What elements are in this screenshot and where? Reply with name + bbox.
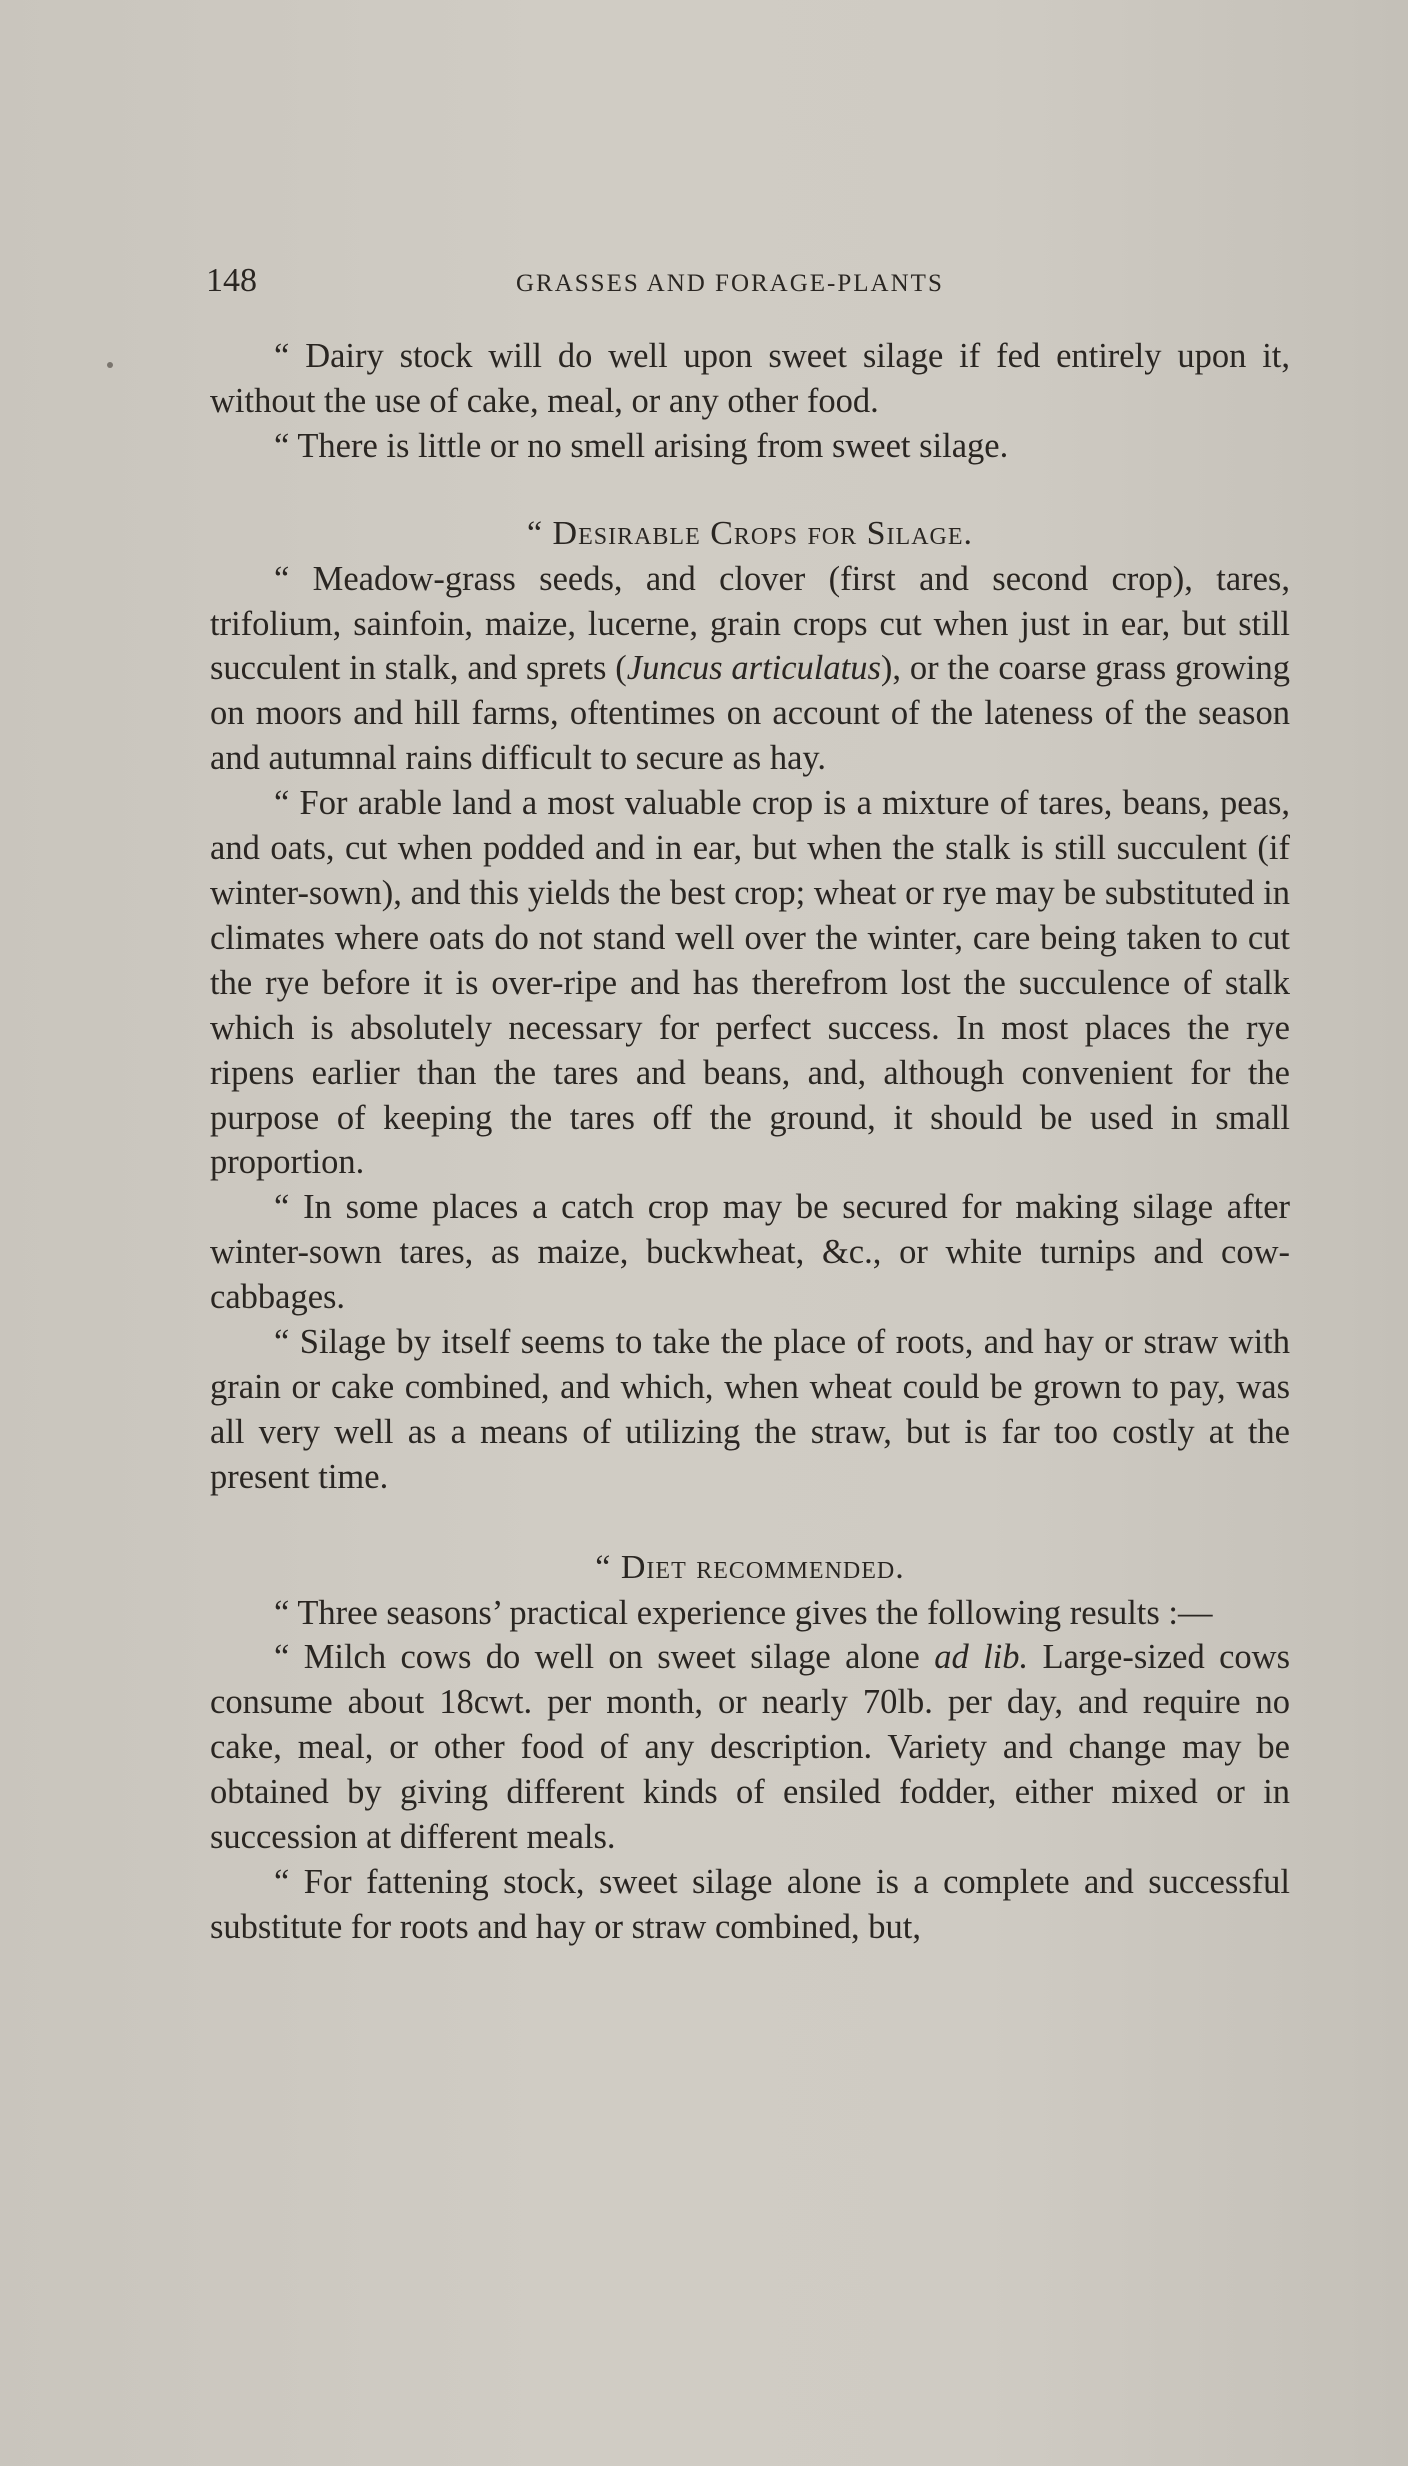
body-text xyxy=(210,334,1290,1950)
margin-speck xyxy=(107,362,113,368)
paragraph: “ For fattening stock, sweet silage alone is a complete and successful substitute for roots and hay or straw combined, but, xyxy=(210,1863,1290,1946)
page-number: 148 xyxy=(206,262,257,299)
section-heading: “ Diet recommended. xyxy=(595,1548,905,1586)
section-heading: “ Desirable Crops for Silage. xyxy=(526,514,974,552)
paragraph: “ There is little or no smell arising from sweet silage. xyxy=(274,426,1009,465)
page-header xyxy=(206,262,1288,308)
paragraph: “ In some places a catch crop may be secured for making silage after winter-sown tares, as maize, buckwheat, &c., or white turnips and cow-cabbages. xyxy=(210,1188,1290,1317)
paragraph: “ Meadow-grass seeds, and clover (first and second crop), tares, trifolium, sainfoin, maize, lucerne, grain crops cut when just in ear, but still succulent in stalk, and sprets (Juncus articulatus), or the coarse grass growing on moors and hill farms, oftentimes on account of the lateness of the season and autumnal rains difficult to secure as hay. xyxy=(210,559,1290,778)
paragraph: “ For arable land a most valuable crop is a mixture of tares, beans, peas, and oats, cut when podded and in ear, but when the stalk is still succulent (if winter-sown), and this yields the best crop; wheat or rye may be substituted in climates where oats do not stand well over the winter, care being taken to cut the rye before it is over-ripe and has therefrom lost the succulence of stalk which is absolutely necessary for perfect success. In most places the rye ripens earlier than the tares and beans, and, although convenient for the purpose of keeping the tares off the ground, it should be used in small proportion. xyxy=(210,784,1290,1182)
paragraph: “ Milch cows do well on sweet silage alone ad lib. Large-sized cows consume about 18cwt. per month, or nearly 70lb. per day, and require no cake, meal, or other food of any description. Variety and change may be obtained by giving different kinds of ensiled fodder, either mixed or in succession at different meals. xyxy=(210,1638,1290,1857)
paragraph: “ Silage by itself seems to take the place of roots, and hay or straw with grain or cake combined, and which, when wheat could be grown to pay, was all very well as a means of utilizing the straw, but is far too costly at the present time. xyxy=(210,1323,1290,1496)
paragraph: “ Dairy stock will do well upon sweet silage if fed entirely upon it, without the use of cake, meal, or any other food. xyxy=(210,337,1290,420)
running-head: GRASSES AND FORAGE-PLANTS xyxy=(516,270,944,297)
latin-phrase: ad lib. xyxy=(934,1638,1029,1677)
latin-name: Juncus articulatus xyxy=(626,649,881,688)
paragraph: “ Three seasons’ practical experience gives the following results :— xyxy=(274,1593,1213,1632)
